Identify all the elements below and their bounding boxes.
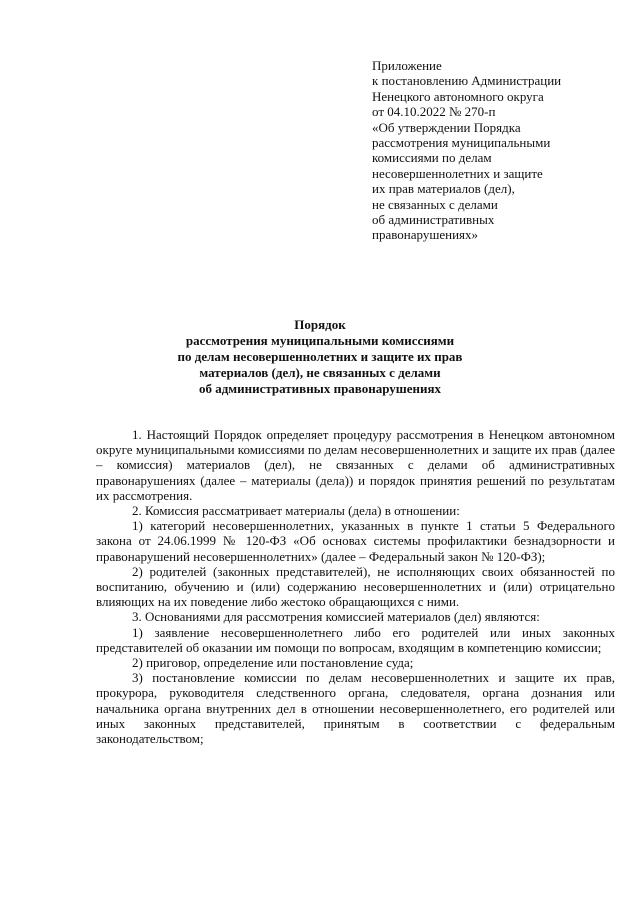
paragraph-3: 3. Основаниями для рассмотрения комиссией материалов (дел) являются: [132, 609, 540, 625]
annex-line: Приложение [372, 58, 442, 73]
paragraph-3-item-3: 3) постановление комиссии по делам несовершеннолетних и защите их прав, прокурора, руководителя следственного органа, следователя, органа дознания или начальника органа внутренних дел в отношении несовершеннолетнего, его родителей или иных законных представителей, принятым в соответствии с федеральным законодательством; [96, 670, 615, 747]
title-line: Порядок [294, 317, 346, 332]
annex-line: несовершеннолетних и защите [372, 165, 543, 181]
annex-line: от 04.10.2022 № 270-п [372, 104, 496, 120]
annex-line: «Об утверждении Порядка [372, 119, 521, 135]
annex-line: к постановлению Администрации [372, 73, 562, 89]
document-body [96, 427, 615, 746]
title-line: по делам несовершеннолетних и защите их прав [177, 349, 463, 364]
paragraph-3-item-2: 2) приговор, определение или постановление суда; [132, 655, 414, 671]
paragraph-1: 1. Настоящий Порядок определяет процедуру рассмотрения в Ненецком автономном округе муниципальными комиссиями по делам несовершеннолетних и защите их прав (далее – комиссия) материалов (дел), не связанных с делами об административных правонарушениях (далее – материалы (дела)) и порядок принятия решений по результатам их рассмотрения. [96, 427, 615, 503]
document-title [0, 317, 640, 397]
annex-header [372, 58, 622, 243]
title-line: об административных правонарушениях [198, 381, 442, 396]
annex-line: Ненецкого автономного округа [372, 88, 544, 104]
paragraph-2-item-2: 2) родителей (законных представителей), не исполняющих своих обязанностей по воспитанию, обучению и (или) содержанию несовершеннолетних и (или) отрицательно влияющих на их поведение либо жестоко обращающихся с ними. [96, 563, 615, 610]
paragraph-2: 2. Комиссия рассматривает материалы (дела) в отношении: [132, 503, 460, 519]
annex-line: комиссиями по делам [372, 150, 492, 166]
annex-line: рассмотрения муниципальными [372, 135, 551, 151]
title-line: рассмотрения муниципальными комиссиями [185, 333, 455, 348]
paragraph-2-item-1: 1) категорий несовершеннолетних, указанных в пункте 1 статьи 5 Федерального закона от 24.06.1999 № 120-ФЗ «Об основах системы профилактики безнадзорности и правонарушений несовершеннолетних» (далее – Федеральный закон № 120-ФЗ); [96, 518, 615, 564]
annex-line: не связанных с делами [372, 196, 498, 212]
paragraph-3-item-1: 1) заявление несовершеннолетнего либо его родителей или иных законных представителей об оказании им помощи по вопросам, входящим в компетенцию комиссии; [96, 624, 615, 655]
annex-line: правонарушениях» [372, 227, 479, 243]
annex-line: их прав материалов (дел), [372, 181, 515, 197]
annex-line: об административных [372, 212, 495, 228]
title-line: материалов (дел), не связанных с делами [199, 365, 441, 380]
